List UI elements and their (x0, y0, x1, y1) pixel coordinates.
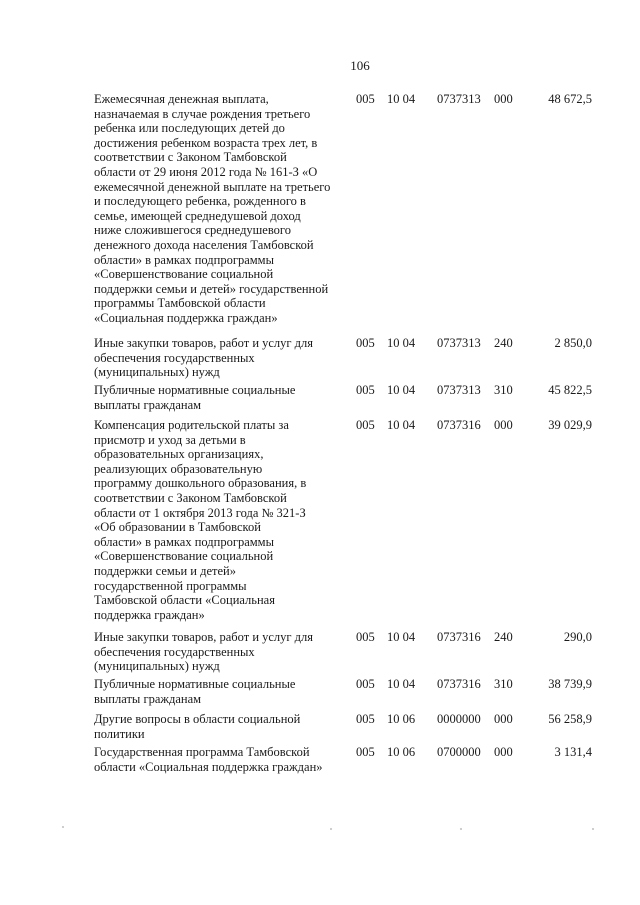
target-article-code: 0737313 (437, 383, 481, 397)
row-description: Иные закупки товаров, работ и услуг для обеспечения государственных (муниципальных) нужд (94, 630, 314, 674)
expense-type-code: 000 (494, 712, 513, 726)
page-number: 106 (350, 58, 370, 73)
ministry-code: 005 (356, 712, 375, 726)
ministry-code: 005 (356, 677, 375, 691)
amount: 48 672,5 (548, 92, 592, 106)
amount: 3 131,4 (554, 745, 592, 759)
row-description: Иные закупки товаров, работ и услуг для обеспечения государственных (муниципальных) нужд (94, 336, 314, 380)
amount: 56 258,9 (548, 712, 592, 726)
expense-type-code: 240 (494, 630, 513, 644)
row-description: Ежемесячная денежная выплата, назначаемая в случае рождения третьего ребенка или последующих детей до достижения ребенком возраста трех лет, в соответствии с Законом Тамбовской области от 29 июня 2012 года № 161-З «О ежемесячной денежной выплате на третьего и последующего ребенка, рожденного в семье, имеющей среднедушевой доход ниже сложившегося среднедушевого денежного дохода населения Тамбовской области» в рамках подпрограммы «Совершенствование социальной поддержки семьи и детей» государственной программы Тамбовской области «Социальная поддержка граждан» (94, 92, 331, 325)
expense-type-code: 000 (494, 92, 513, 106)
expense-type-code: 310 (494, 383, 513, 397)
row-description: Другие вопросы в области социальной политики (94, 712, 301, 741)
scan-artifact (592, 828, 594, 830)
ministry-code: 005 (356, 92, 375, 106)
row-description: Публичные нормативные социальные выплаты гражданам (94, 677, 296, 706)
expense-type-code: 000 (494, 745, 513, 759)
section-code: 10 04 (387, 677, 416, 691)
ministry-code: 005 (356, 383, 375, 397)
section-code: 10 04 (387, 383, 416, 397)
amount: 290,0 (563, 630, 592, 644)
target-article-code: 0737316 (437, 630, 481, 644)
row-description: Государственная программа Тамбовской области «Социальная поддержка граждан» (94, 745, 323, 774)
section-code: 10 04 (387, 418, 416, 432)
section-code: 10 04 (387, 630, 416, 644)
row-description: Компенсация родительской платы за присмотр и уход за детьми в образовательных организациях, реализующих образовательную программу дошкольного образования, в соответствии с Законом Тамбовской области от 1 октября 2013 года № 321-З «Об образовании в Тамбовской области» в рамках подпрограммы «Совершенствование социальной поддержки семьи и детей» государственной программы Тамбовской области «Социальная поддержка граждан» (94, 418, 307, 622)
ministry-code: 005 (356, 418, 375, 432)
expense-type-code: 000 (494, 418, 513, 432)
ministry-code: 005 (356, 336, 375, 350)
ministry-code: 005 (356, 745, 375, 759)
scan-artifact (460, 828, 462, 830)
section-code: 10 04 (387, 92, 416, 106)
expense-type-code: 240 (494, 336, 513, 350)
section-code: 10 06 (387, 745, 416, 759)
row-description: Публичные нормативные социальные выплаты гражданам (94, 383, 296, 412)
ministry-code: 005 (356, 630, 375, 644)
target-article-code: 0000000 (437, 712, 481, 726)
section-code: 10 06 (387, 712, 416, 726)
amount: 38 739,9 (548, 677, 592, 691)
target-article-code: 0737313 (437, 92, 481, 106)
target-article-code: 0737316 (437, 677, 481, 691)
target-article-code: 0737313 (437, 336, 481, 350)
amount: 45 822,5 (548, 383, 592, 397)
target-article-code: 0737316 (437, 418, 481, 432)
target-article-code: 0700000 (437, 745, 481, 759)
scan-artifact (330, 828, 332, 830)
amount: 39 029,9 (548, 418, 592, 432)
section-code: 10 04 (387, 336, 416, 350)
scan-artifact (62, 826, 64, 828)
expense-type-code: 310 (494, 677, 513, 691)
amount: 2 850,0 (554, 336, 592, 350)
